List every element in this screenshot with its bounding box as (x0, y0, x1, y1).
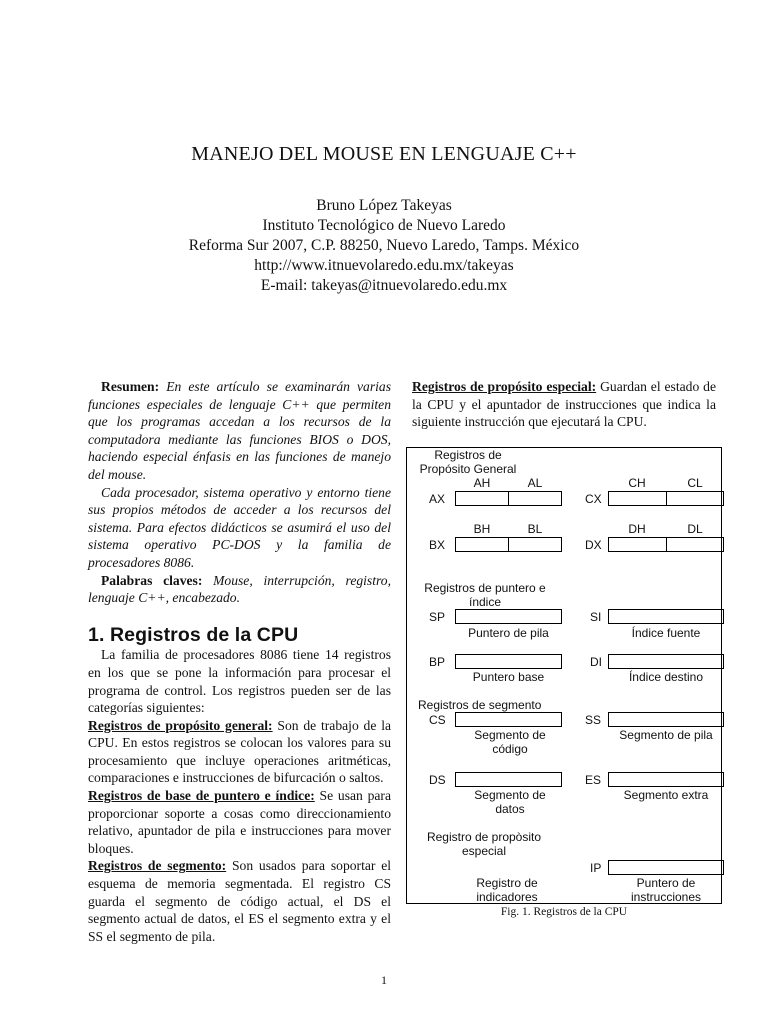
dl-register-box (666, 537, 724, 552)
dx-label: DX (585, 538, 602, 552)
ch-register-box (608, 491, 667, 506)
cx-label: CX (585, 492, 602, 506)
category-text: Son usados para soportar el esquema de memoria segmentada. El registro CS guarda el segmento de código actual, el DS el segmento actual de datos, el ES el segmento extra y el SS el segmento de pila. (88, 858, 392, 944)
cl-label: CL (687, 476, 703, 490)
ip-description: Puntero de instrucciones (630, 876, 702, 904)
keywords-label: Palabras claves: (101, 572, 203, 588)
ah-register-box (455, 491, 509, 506)
es-label: ES (585, 773, 602, 787)
category-text: Son de trabajo de la CPU. En estos registros se colocan los valores para su procesamiento que incluye operaciones aritméticas, comparaciones e instrucciones de bifurcación o saltos. (88, 717, 391, 786)
ss-register-box (608, 712, 724, 727)
bp-label: BP (429, 655, 446, 669)
page-number: 1 (381, 973, 387, 987)
segment-title: Registros de segmento (418, 698, 542, 712)
ds-label: DS (429, 773, 446, 787)
cpu-registers-figure (406, 447, 722, 904)
category-segment (88, 857, 391, 945)
pointer-index-title: Registros de puntero e índice (424, 581, 546, 609)
bl-register-box (508, 537, 562, 552)
ds-description: Segmento de datos (474, 788, 546, 816)
flags-description: Registro de indicadores (476, 876, 538, 904)
category-term: Registros de segmento: (88, 858, 227, 874)
section-intro: La familia de procesadores 8086 tiene 14 registros en los que se pone la información para procesar el programa de control. Los registros pueden ser de las categorías siguientes: (88, 647, 391, 716)
author-address: Reforma Sur 2007, C.P. 88250, Nuevo Laredo, Tamps. México (188, 237, 580, 254)
di-description: Índice destino (628, 670, 704, 684)
dh-label: DH (628, 522, 646, 536)
si-label: SI (590, 610, 602, 624)
si-description: Índice fuente (631, 626, 701, 640)
keywords-text: Mouse, interrupción, registro, lenguaje C++, encabezado. (88, 572, 391, 606)
abstract-text: En este artículo se examinarán varias funciones especiales de lenguaje C++ que permiten que los programas accedan a los recursos de la computadora mediante las funciones BIOS o DOS, haciendo especial énfasis en las funciones de manejo del mouse. (88, 379, 392, 482)
category-special (412, 378, 716, 431)
category-text: Guardan el estado de la CPU y el apuntador de instrucciones que indica la siguiente instrucción que ejecutará la CPU. (412, 379, 716, 430)
category-term: Registros de base de puntero e índice: (88, 788, 315, 804)
sp-description: Puntero de pila (468, 626, 549, 640)
section-heading: 1. Registros de la CPU (88, 623, 299, 646)
category-term: Registros de propósito especial: (412, 379, 597, 394)
bp-register-box (455, 654, 562, 669)
ch-label: CH (628, 476, 646, 490)
di-label: DI (590, 655, 602, 669)
bl-label: BL (527, 522, 543, 536)
author-institution: Instituto Tecnológico de Nuevo Laredo (262, 217, 506, 234)
bh-register-box (455, 537, 509, 552)
cl-register-box (666, 491, 724, 506)
author-block (0, 196, 768, 296)
category-general (88, 717, 391, 787)
bx-label: BX (429, 538, 446, 552)
es-description: Segmento extra (623, 788, 709, 802)
al-label: AL (527, 476, 543, 490)
abstract-paragraph-2: Cada procesador, sistema operativo y entorno tiene sus propios métodos de acceder a los recursos del sistema. Para efectos didácticos se asumirá el uso del sistema operativo PC-DOS y la familia de procesadores 8086. (88, 484, 391, 570)
sp-register-box (455, 609, 562, 624)
sp-label: SP (429, 610, 446, 624)
abstract-paragraph (88, 378, 391, 484)
ax-label: AX (429, 492, 446, 506)
category-text: Se usan para proporcionar soporte a cosas como direccionamiento relativo, apuntador de pila e instrucciones para mover bloques. (88, 788, 391, 856)
author-url[interactable]: http://www.itnuevolaredo.edu.mx/takeyas (254, 257, 514, 274)
bh-label: BH (473, 522, 491, 536)
ss-description: Segmento de pila (619, 728, 713, 742)
author-email[interactable]: E-mail: takeyas@itnuevolaredo.edu.mx (260, 277, 508, 294)
keywords-paragraph (88, 572, 391, 607)
si-register-box (608, 609, 724, 624)
author-name: Bruno López Takeyas (316, 197, 452, 214)
es-register-box (608, 772, 724, 787)
dl-label: DL (687, 522, 703, 536)
paper-title: MANEJO DEL MOUSE EN LENGUAJE C++ (191, 143, 577, 165)
cs-register-box (455, 712, 562, 727)
special-title: Registro de propòsito especial (426, 830, 542, 858)
dh-register-box (608, 537, 667, 552)
general-purpose-title: Registros de Propósito General (419, 448, 517, 476)
ip-label: IP (590, 861, 602, 875)
figure-caption: Fig. 1. Registros de la CPU (500, 906, 628, 918)
ah-label: AH (473, 476, 491, 490)
left-column (88, 378, 391, 945)
ds-register-box (455, 772, 562, 787)
di-register-box (608, 654, 724, 669)
right-column (412, 378, 716, 431)
cs-label: CS (429, 713, 446, 727)
cs-description: Segmento de código (474, 728, 546, 756)
abstract-label: Resumen: (101, 379, 160, 394)
category-pointer (88, 787, 391, 857)
ip-register-box (608, 860, 724, 875)
bp-description: Puntero base (472, 670, 545, 684)
al-register-box (508, 491, 562, 506)
category-term: Registros de propósito general: (88, 717, 273, 733)
ss-label: SS (585, 713, 602, 727)
